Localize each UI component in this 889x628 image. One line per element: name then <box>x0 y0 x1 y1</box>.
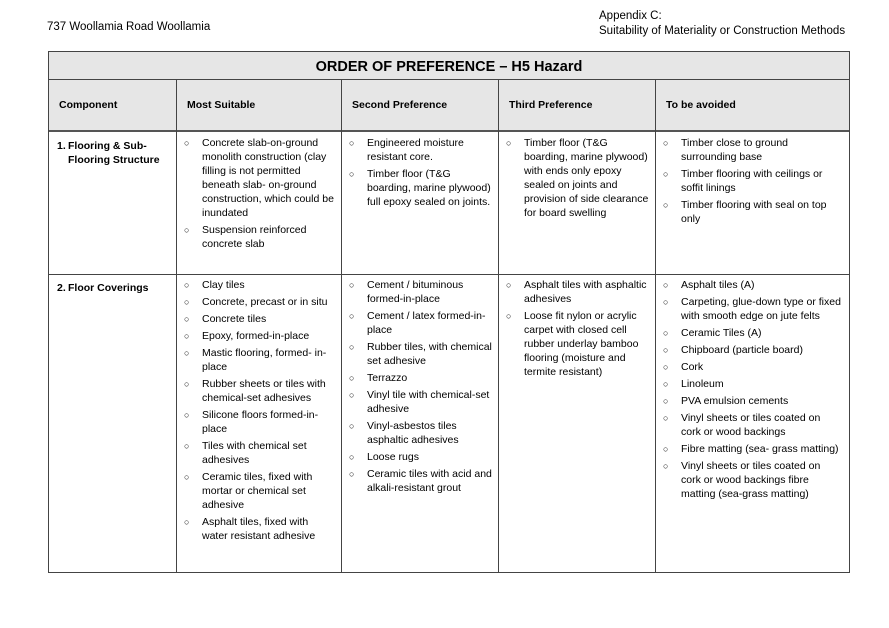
list-item: ○ Silicone floors formed-in-place <box>184 408 336 436</box>
list-item: ○ Concrete, precast or in situ <box>184 295 336 309</box>
property-address: 737 Woollamia Road Woollamia <box>47 21 211 33</box>
column-divider <box>176 80 177 572</box>
row-number: 1. <box>57 140 66 152</box>
list-item: ○ Clay tiles <box>184 278 336 292</box>
column-divider <box>655 80 656 572</box>
row-divider <box>49 274 849 275</box>
list-item: ○ Suspension reinforced concrete slab <box>184 223 336 251</box>
appendix-subtitle: Suitability of Materiality or Construction Methods <box>599 25 846 37</box>
list-item: ○ Timber close to ground surrounding base <box>663 136 843 164</box>
cell-flooring-third <box>506 136 651 223</box>
list-item: ○ Vinyl sheets or tiles coated on cork or wood backings fibre matting (sea-grass matting) <box>663 459 843 501</box>
list-item: ○ Concrete tiles <box>184 312 336 326</box>
column-header-row <box>49 80 849 132</box>
list-item: ○ Ceramic tiles, fixed with mortar or chemical set adhesive <box>184 470 336 512</box>
list-item: ○ Timber floor (T&G boarding, marine plywood) full epoxy sealed on joints. <box>349 167 495 209</box>
list-item: ○ Vinyl-asbestos tiles asphaltic adhesives <box>349 419 495 447</box>
list-item: ○ Cement / latex formed-in-place <box>349 309 495 337</box>
list-item: ○ Engineered moisture resistant core. <box>349 136 495 164</box>
list-item: ○ Timber floor (T&G boarding, marine plywood) with ends only epoxy sealed on joints and provision of side clearance for board swelling <box>506 136 651 220</box>
list-item: ○ Loose rugs <box>349 450 495 464</box>
list-item: ○ Mastic flooring, formed- in-place <box>184 346 336 374</box>
list-item: ○ Asphalt tiles (A) <box>663 278 843 292</box>
appendix-label: Appendix C: <box>599 10 662 22</box>
column-divider <box>498 80 499 572</box>
cell-coverings-avoid <box>663 278 843 504</box>
list-item: ○ Epoxy, formed-in-place <box>184 329 336 343</box>
col-header-most-suitable: Most Suitable <box>187 99 256 111</box>
appendix-heading <box>599 9 845 39</box>
cell-flooring-second <box>349 136 495 212</box>
preference-table <box>48 51 850 573</box>
row-number: 2. <box>57 282 66 294</box>
list-item: ○ Fibre matting (sea- grass matting) <box>663 442 843 456</box>
row-label-flooring <box>57 139 167 167</box>
list-item: ○ Carpeting, glue-down type or fixed with smooth edge on jute felts <box>663 295 843 323</box>
column-divider <box>341 80 342 572</box>
col-header-third-preference: Third Preference <box>509 99 593 111</box>
list-item: ○ Cork <box>663 360 843 374</box>
row-label-line1: Floor Coverings <box>68 282 149 294</box>
list-item: ○ Concrete slab-on-ground monolith construction (clay filling is not permitted beneath slab- on-ground construction, which could be inundated <box>184 136 336 220</box>
col-header-second-preference: Second Preference <box>352 99 448 111</box>
cell-coverings-second <box>349 278 495 498</box>
cell-flooring-avoid <box>663 136 843 229</box>
list-item: ○ Chipboard (particle board) <box>663 343 843 357</box>
cell-coverings-third <box>506 278 651 382</box>
list-item: ○ Loose fit nylon or acrylic carpet with closed cell rubber underlay bamboo flooring (moisture and termite resistant) <box>506 309 651 379</box>
table-title: ORDER OF PREFERENCE – H5 Hazard <box>49 52 849 80</box>
list-item: ○ Rubber sheets or tiles with chemical-set adhesives <box>184 377 336 405</box>
cell-flooring-most-suitable <box>184 136 336 254</box>
list-item: ○ Timber flooring with ceilings or soffit linings <box>663 167 843 195</box>
list-item: ○ Tiles with chemical set adhesives <box>184 439 336 467</box>
list-item: ○ Vinyl sheets or tiles coated on cork or wood backings <box>663 411 843 439</box>
list-item: ○ PVA emulsion cements <box>663 394 843 408</box>
row-label-floor-coverings <box>57 281 167 295</box>
list-item: ○ Ceramic Tiles (A) <box>663 326 843 340</box>
col-header-component: Component <box>59 99 118 111</box>
row-label-line1: Flooring & Sub- <box>68 140 147 152</box>
list-item: ○ Vinyl tile with chemical-set adhesive <box>349 388 495 416</box>
list-item: ○ Timber flooring with seal on top only <box>663 198 843 226</box>
list-item: ○ Linoleum <box>663 377 843 391</box>
list-item: ○ Asphalt tiles with asphaltic adhesives <box>506 278 651 306</box>
list-item: ○ Terrazzo <box>349 371 495 385</box>
list-item: ○ Asphalt tiles, fixed with water resistant adhesive <box>184 515 336 543</box>
list-item: ○ Ceramic tiles with acid and alkali-resistant grout <box>349 467 495 495</box>
cell-coverings-most-suitable <box>184 278 336 546</box>
list-item: ○ Cement / bituminous formed-in-place <box>349 278 495 306</box>
row-label-line2: Flooring Structure <box>68 154 160 166</box>
list-item: ○ Rubber tiles, with chemical set adhesive <box>349 340 495 368</box>
col-header-to-be-avoided: To be avoided <box>666 99 736 111</box>
